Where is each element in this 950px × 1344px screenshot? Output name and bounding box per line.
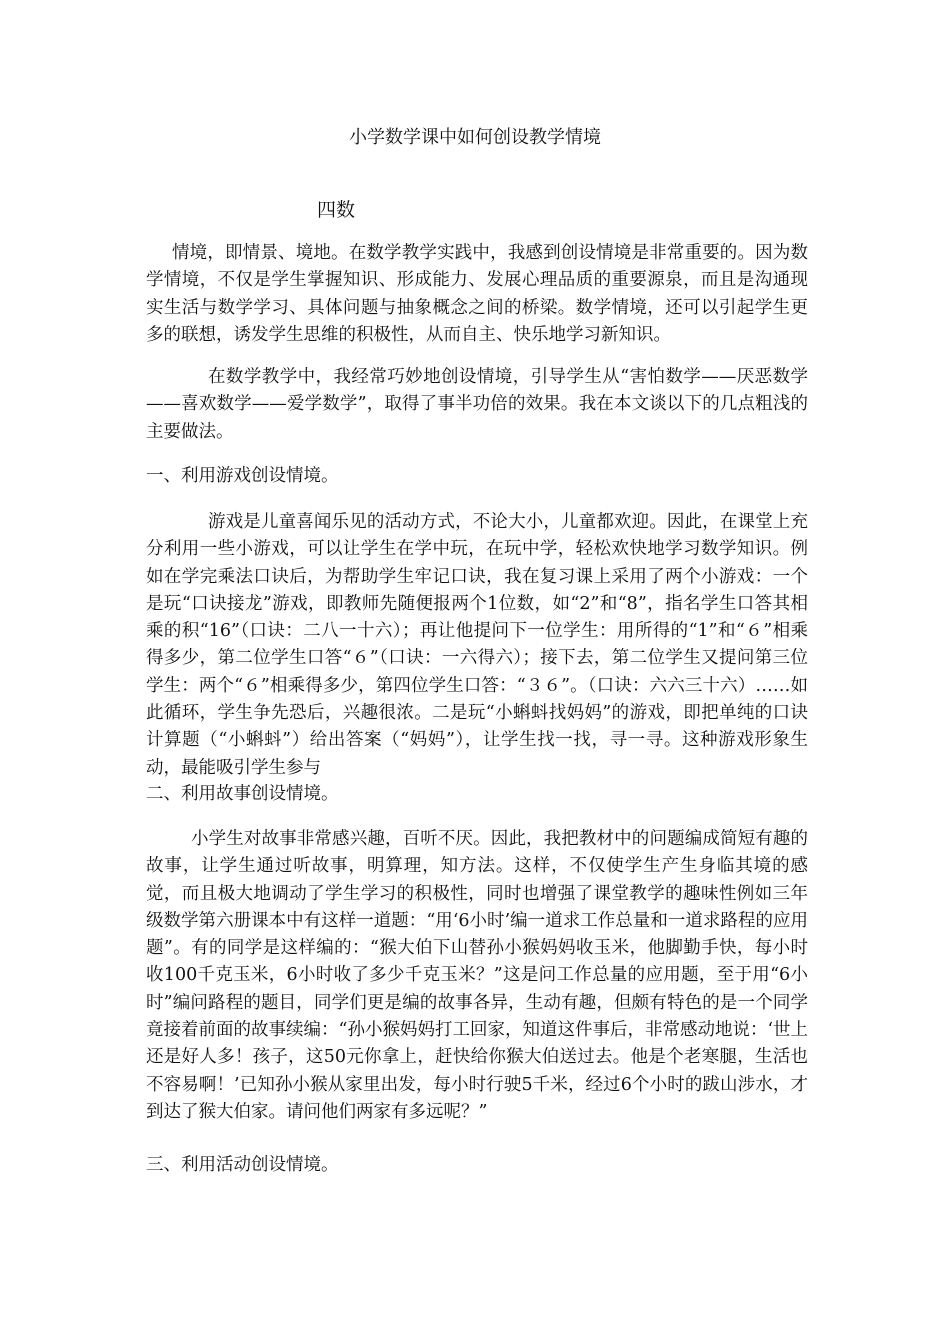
document-title: 小学数学课中如何创设教学情境 <box>349 127 601 148</box>
section-heading-activities: 三、利用活动创设情境。 <box>146 1155 339 1175</box>
document-author: 四数 <box>317 199 356 221</box>
paragraph-overview: 在数学教学中，我经常巧妙地创设情境，引导学生从“害怕数学——厌恶数学——喜欢数学——爱学数学”，取得了事半功倍的效果。我在本文谈以下的几点粗浅的主要做法。 <box>146 367 808 442</box>
paragraph-games: 游戏是儿童喜闻乐见的活动方式，不论大小，儿童都欢迎。因此，在课堂上充分利用一些小游戏，可以让学生在学中玩，在玩中学，轻松欢快地学习数学知识。例如在学完乘法口诀后，为帮助学生牢记口诀，我在复习课上采用了两个小游戏：一个是玩“口诀接龙”游戏，即教师先随便报两个1位数，如“2”和“8”，指名学生口答其相乘的积“16”（口诀：二八一十六）；再让他提问下一位学生：用所得的“1”和“６”相乘得多少，第二位学生口答“６”（口诀：一六得六）；接下去，第二位学生又提问第三位学生：两个“６”相乘得多少，第四位学生口答：“３６”。（口诀：六六三十六）……如此循环，学生争先恐后，兴趣很浓。二是玩“小蝌蚪找妈妈”的游戏，即把单纯的口诀计算题（“小蝌蚪”）给出答案（“妈妈”），让学生找一找，寻一寻。这种游戏形象生动，最能吸引学生参与 <box>146 512 808 778</box>
paragraph-stories: 小学生对故事非常感兴趣，百听不厌。因此，我把教材中的问题编成简短有趣的故事，让学生通过听故事，明算理，知方法。这样，不仅使学生产生身临其境的感觉，而且极大地调动了学生学习的积极性，同时也增强了课堂教学的趣味性例如三年级数学第六册课本中有这样一道题：“用‘6小时’编一道求工作总量和一道求路程的应用题”。有的同学是这样编的：“猴大伯下山替孙小猴妈妈收玉米，他脚勤手快，每小时收100千克玉米，6小时收了多少千克玉米？”这是问工作总量的应用题，至于用“6小时”编问路程的题目，同学们更是编的故事各异，生动有趣，但颇有特色的是一个同学竟接着前面的故事续编：“孙小猴妈妈打工回家，知道这件事后，非常感动地说：‘世上还是好人多！孩子，这50元你拿上，赶快给你猴大伯送过去。他是个老寒腿，生活也不容易啊！’已知孙小猴从家里出发，每小时行驶5千米，经过6个小时的跋山涉水，才到达了猴大伯家。请问他们两家有多远呢？” <box>146 829 809 1122</box>
section-heading-stories: 二、利用故事创设情境。 <box>146 784 339 804</box>
section-heading-games: 一、利用游戏创设情境。 <box>146 466 339 486</box>
paragraph-intro: 情境，即情景、境地。在数学教学实践中，我感到创设情境是非常重要的。因为数学情境，不仅是学生掌握知识、形成能力、发展心理品质的重要源泉，而且是沟通现实生活与数学学习、具体问题与抽象概念之间的桥梁。数学情境，还可以引起学生更多的联想，诱发学生思维的积极性，从而自主、快乐地学习新知识。 <box>146 243 808 345</box>
